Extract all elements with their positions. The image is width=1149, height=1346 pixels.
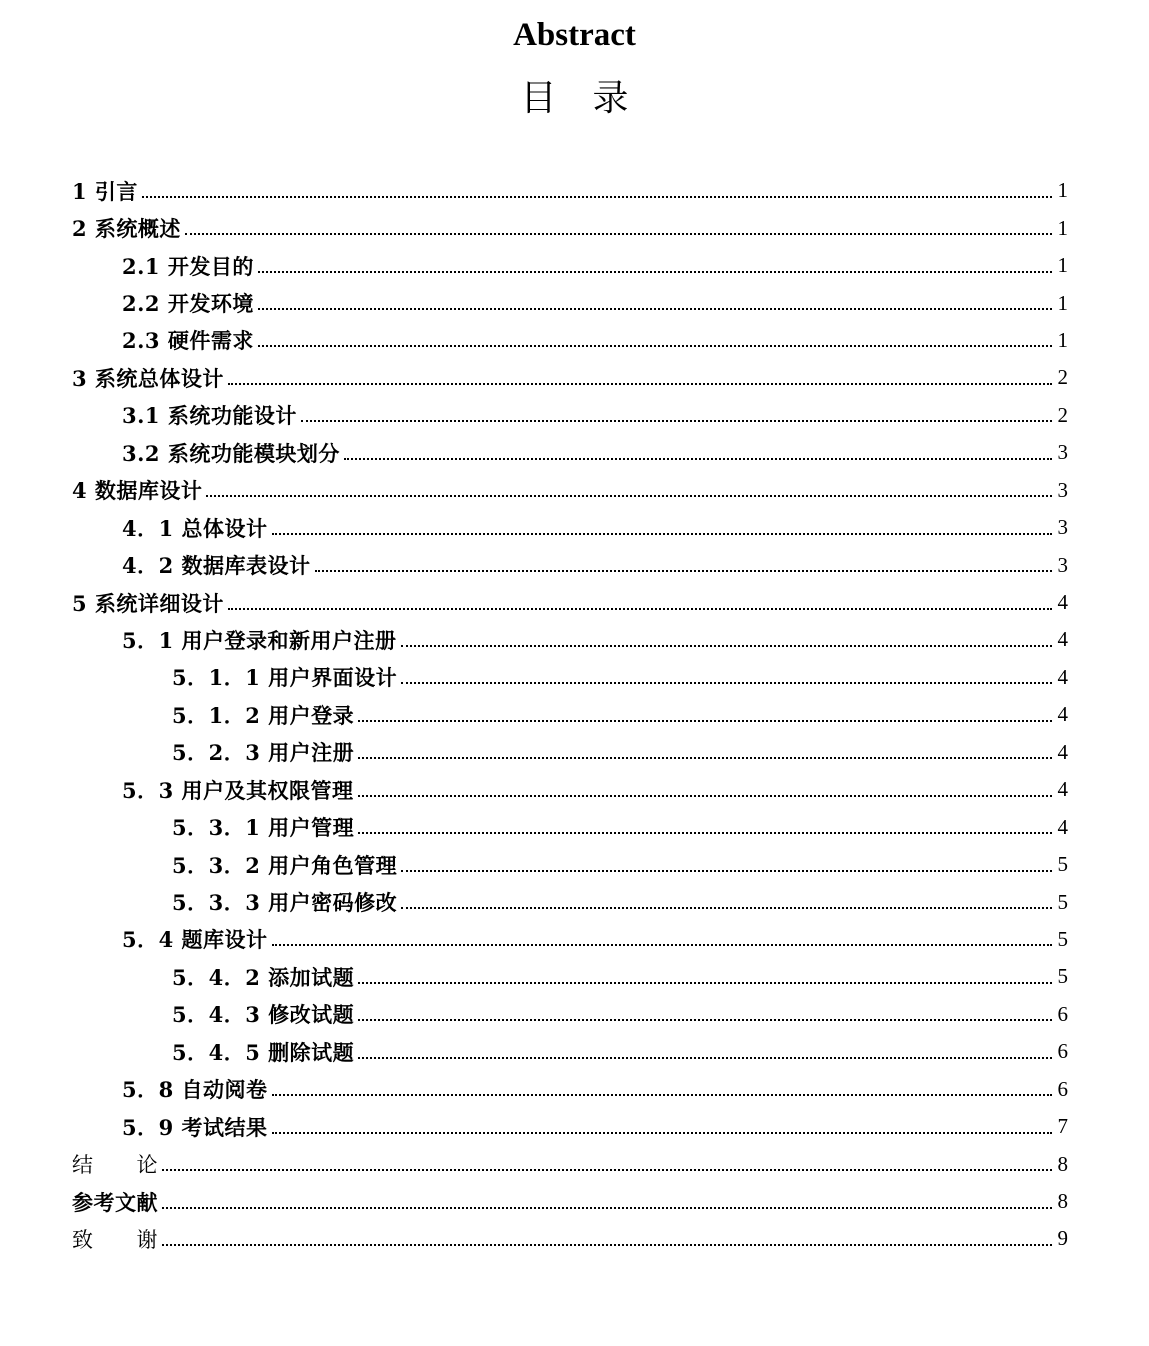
- toc-entry[interactable]: [72, 209, 1068, 246]
- dot-leader: [258, 308, 1052, 310]
- toc-entry-title: 5．2．3 用户注册: [172, 740, 355, 766]
- toc-entry-title: 2.3 硬件需求: [122, 328, 254, 354]
- dot-leader: [401, 682, 1052, 684]
- toc-entry-title: 5．4．5 删除试题: [172, 1039, 355, 1065]
- dot-leader: [206, 495, 1052, 497]
- toc-entry-title: 5．3．3 用户密码修改: [172, 890, 398, 916]
- dot-leader: [344, 458, 1052, 460]
- toc-entry-title: 2 系统概述: [72, 216, 181, 242]
- toc-entry-page-number: 8: [1057, 1189, 1068, 1214]
- dot-leader: [162, 1169, 1052, 1171]
- toc-entry-page-number: 1: [1057, 290, 1068, 315]
- toc-entry[interactable]: [72, 1145, 1068, 1182]
- toc-entry[interactable]: [72, 247, 1068, 284]
- toc-entry-title: 5．3．2 用户角色管理: [172, 852, 398, 878]
- toc-entry[interactable]: [72, 771, 1068, 808]
- toc-entry[interactable]: [72, 734, 1068, 771]
- toc-entry-title: 4 数据库设计: [72, 478, 203, 504]
- toc-entry-title: 5．8 自动阅卷: [122, 1077, 268, 1103]
- toc-entry-title: 5．4 题库设计: [122, 927, 268, 953]
- dot-leader: [185, 233, 1052, 235]
- toc-entry-page-number: 3: [1057, 552, 1068, 577]
- toc-entry[interactable]: [72, 1033, 1068, 1070]
- toc-entry-title: 5 系统详细设计: [72, 590, 224, 616]
- toc-entry-page-number: 5: [1057, 852, 1068, 877]
- toc-entry-title: 参考文献: [72, 1189, 158, 1215]
- toc-entry-page-number: 1: [1057, 327, 1068, 352]
- table-of-contents: [72, 172, 1068, 1258]
- dot-leader: [272, 944, 1052, 946]
- toc-entry-page-number: 3: [1057, 515, 1068, 540]
- toc-entry-page-number: 5: [1057, 889, 1068, 914]
- toc-entry-title: 4．2 数据库表设计: [122, 553, 311, 579]
- toc-entry[interactable]: [72, 322, 1068, 359]
- toc-entry-title: 3 系统总体设计: [72, 365, 224, 391]
- dot-leader: [258, 345, 1052, 347]
- toc-entry-title: 4．1 总体设计: [122, 515, 268, 541]
- dot-leader: [401, 907, 1052, 909]
- toc-entry-page-number: 4: [1057, 739, 1068, 764]
- dot-leader: [358, 720, 1052, 722]
- toc-entry-title: 2.2 开发环境: [122, 291, 254, 317]
- toc-entry-page-number: 2: [1057, 402, 1068, 427]
- toc-entry[interactable]: [72, 172, 1068, 209]
- toc-entry-page-number: 6: [1057, 1039, 1068, 1064]
- toc-entry[interactable]: [72, 359, 1068, 396]
- dot-leader: [401, 645, 1052, 647]
- toc-entry-page-number: 5: [1057, 964, 1068, 989]
- toc-entry[interactable]: [72, 808, 1068, 845]
- toc-entry-title: 5．1 用户登录和新用户注册: [122, 627, 397, 653]
- dot-leader: [358, 757, 1052, 759]
- toc-entry-page-number: 4: [1057, 664, 1068, 689]
- toc-entry[interactable]: [72, 284, 1068, 321]
- toc-entry[interactable]: [72, 921, 1068, 958]
- toc-entry-title: 3.1 系统功能设计: [122, 403, 297, 429]
- toc-entry-page-number: 3: [1057, 440, 1068, 465]
- dot-leader: [228, 608, 1052, 610]
- toc-entry-page-number: 5: [1057, 926, 1068, 951]
- toc-entry[interactable]: [72, 621, 1068, 658]
- dot-leader: [358, 832, 1052, 834]
- toc-entry-page-number: 4: [1057, 777, 1068, 802]
- dot-leader: [358, 1057, 1052, 1059]
- abstract-heading: Abstract: [513, 17, 636, 53]
- toc-entry[interactable]: [72, 434, 1068, 471]
- toc-entry-page-number: 1: [1057, 178, 1068, 203]
- toc-entry-page-number: 4: [1057, 814, 1068, 839]
- toc-entry-title: 5．3．1 用户管理: [172, 815, 355, 841]
- toc-entry[interactable]: [72, 1071, 1068, 1108]
- toc-entry-page-number: 8: [1057, 1151, 1068, 1176]
- toc-entry-title: 3.2 系统功能模块划分: [122, 440, 340, 466]
- toc-entry-title: 2.1 开发目的: [122, 253, 254, 279]
- toc-entry-title: 5．4．3 修改试题: [172, 1002, 355, 1028]
- toc-entry[interactable]: [72, 397, 1068, 434]
- dot-leader: [315, 570, 1052, 572]
- toc-entry-page-number: 9: [1057, 1226, 1068, 1251]
- dot-leader: [358, 1019, 1052, 1021]
- dot-leader: [301, 420, 1052, 422]
- toc-entry-page-number: 4: [1057, 590, 1068, 615]
- toc-entry-page-number: 4: [1057, 627, 1068, 652]
- dot-leader: [272, 1132, 1052, 1134]
- toc-entry[interactable]: [72, 659, 1068, 696]
- dot-leader: [162, 1244, 1052, 1246]
- toc-entry[interactable]: [72, 1220, 1068, 1257]
- dot-leader: [142, 196, 1052, 198]
- dot-leader: [401, 870, 1052, 872]
- toc-entry-page-number: 6: [1057, 1001, 1068, 1026]
- dot-leader: [358, 795, 1052, 797]
- toc-entry-title: 5．1．2 用户登录: [172, 702, 355, 728]
- toc-entry[interactable]: [72, 883, 1068, 920]
- toc-entry-title: 5．1．1 用户界面设计: [172, 665, 398, 691]
- toc-entry-title: 5．3 用户及其权限管理: [122, 777, 354, 803]
- toc-entry-title: 5．9 考试结果: [122, 1114, 268, 1140]
- dot-leader: [228, 383, 1052, 385]
- toc-entry[interactable]: [72, 1183, 1068, 1220]
- toc-entry[interactable]: [72, 546, 1068, 583]
- toc-entry-page-number: 7: [1057, 1114, 1068, 1139]
- toc-entry[interactable]: [72, 958, 1068, 995]
- toc-entry-page-number: 4: [1057, 702, 1068, 727]
- toc-entry-page-number: 3: [1057, 477, 1068, 502]
- toc-entry[interactable]: [72, 509, 1068, 546]
- toc-heading: 目 录: [520, 78, 629, 119]
- toc-entry[interactable]: [72, 696, 1068, 733]
- dot-leader: [272, 533, 1052, 535]
- toc-entry[interactable]: [72, 996, 1068, 1033]
- toc-entry[interactable]: [72, 584, 1068, 621]
- toc-entry-page-number: 2: [1057, 365, 1068, 390]
- dot-leader: [162, 1207, 1052, 1209]
- dot-leader: [258, 271, 1052, 273]
- dot-leader: [272, 1094, 1052, 1096]
- toc-entry-title: 结 论: [72, 1153, 158, 1178]
- toc-entry-page-number: 1: [1057, 253, 1068, 278]
- toc-entry[interactable]: [72, 846, 1068, 883]
- toc-entry[interactable]: [72, 472, 1068, 509]
- toc-entry-page-number: 1: [1057, 215, 1068, 240]
- dot-leader: [358, 982, 1052, 984]
- toc-entry-title: 5．4．2 添加试题: [172, 964, 355, 990]
- toc-entry-title: 1 引言: [72, 178, 138, 204]
- toc-entry[interactable]: [72, 1108, 1068, 1145]
- toc-entry-page-number: 6: [1057, 1076, 1068, 1101]
- toc-entry-title: 致 谢: [72, 1227, 158, 1252]
